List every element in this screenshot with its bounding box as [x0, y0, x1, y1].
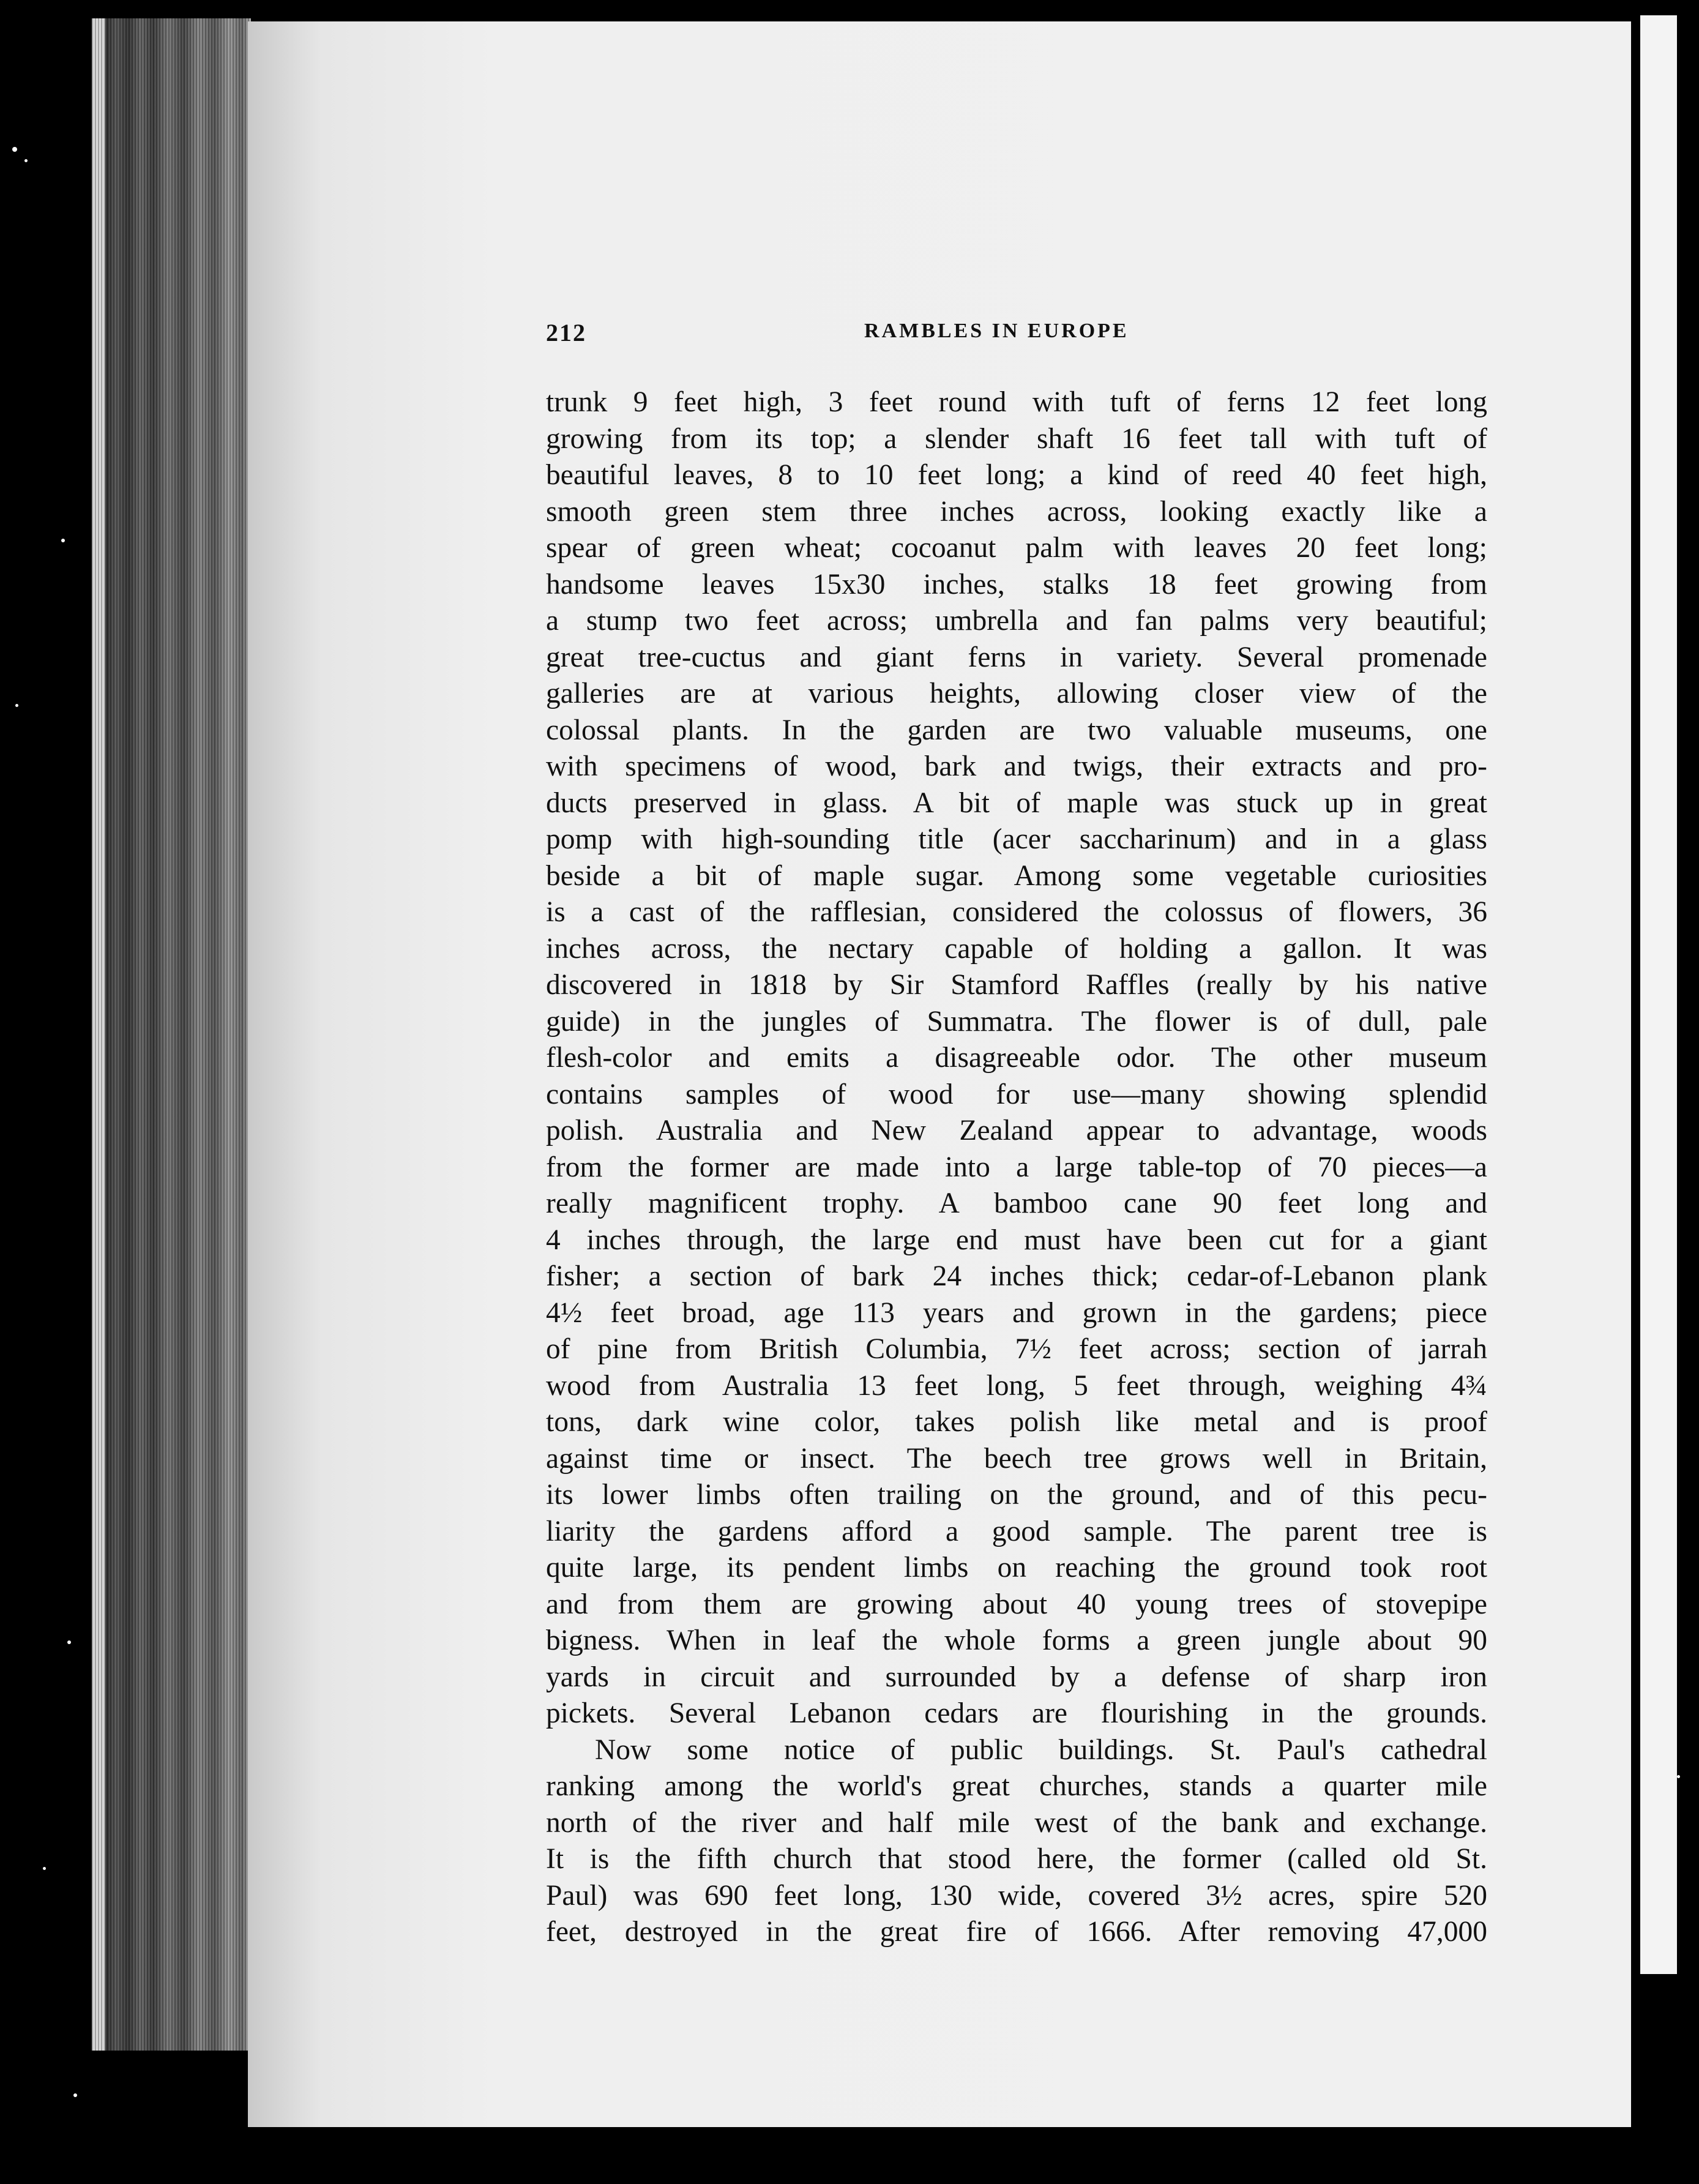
- running-title: RAMBLES IN EUROPE: [864, 320, 1129, 342]
- text-line: north of the river and half mile west of the bank and exchange.: [546, 1806, 1487, 1839]
- text-line: guide) in the jungles of Summatra. The flower is of dull, pale: [546, 1005, 1487, 1038]
- text-line: ducts preserved in glass. A bit of maple was stuck up in great: [546, 787, 1487, 819]
- text-line: is a cast of the rafflesian, considered the colossus of flowers, 36: [546, 896, 1487, 928]
- text-line: polish. Australia and New Zealand appear to advantage, woods: [546, 1115, 1487, 1146]
- text-line: bigness. When in leaf the whole forms a green jungle about 90: [546, 1625, 1487, 1656]
- text-line: growing from its top; a slender shaft 16 feet tall with tuft of: [546, 422, 1487, 455]
- text-line: colossal plants. In the garden are two valuable museums, one: [546, 714, 1487, 746]
- text-line: its lower limbs often trailing on the ground, and of this pecu-: [546, 1479, 1487, 1511]
- page-text-block: [546, 318, 1487, 1951]
- text-line: great tree-cuctus and giant ferns in variety. Several promenade: [546, 641, 1487, 673]
- text-line: 4½ feet broad, age 113 years and grown in the gardens; piece: [546, 1296, 1487, 1329]
- scan-speck: [1677, 1775, 1680, 1778]
- text-line: from the former are made into a large table-top of 70 pieces—a: [546, 1151, 1487, 1183]
- text-line: It is the fifth church that stood here, the former (called old St.: [546, 1843, 1487, 1875]
- text-line: Now some notice of public buildings. St. Paul's cathedral: [595, 1733, 1487, 1766]
- text-line: fisher; a section of bark 24 inches thick; cedar-of-Lebanon plank: [546, 1260, 1487, 1292]
- text-line: discovered in 1818 by Sir Stamford Raffles (really by his native: [546, 969, 1487, 1001]
- text-line: yards in circuit and surrounded by a defense of sharp iron: [546, 1661, 1487, 1693]
- text-line: and from them are growing about 40 young trees of stovepipe: [546, 1588, 1487, 1620]
- text-line: ranking among the world's great churches, stands a quarter mile: [546, 1770, 1487, 1802]
- text-line: trunk 9 feet high, 3 feet round with tuft of ferns 12 feet long: [546, 386, 1487, 418]
- text-line: pickets. Several Lebanon cedars are flourishing in the grounds.: [546, 1697, 1487, 1729]
- scan-speck: [67, 1640, 71, 1644]
- text-line: handsome leaves 15x30 inches, stalks 18 feet growing from: [546, 568, 1487, 600]
- scan-speck: [73, 2093, 77, 2097]
- scan-speck: [15, 704, 18, 707]
- text-line: pomp with high-sounding title (acer saccharinum) and in a glass: [546, 823, 1487, 855]
- text-line: beautiful leaves, 8 to 10 feet long; a kind of reed 40 feet high,: [546, 459, 1487, 491]
- text-line: beside a bit of maple sugar. Among some vegetable curiosities: [546, 859, 1487, 892]
- scan-speck: [43, 1867, 46, 1870]
- text-line: liarity the gardens afford a good sample. The parent tree is: [546, 1515, 1487, 1547]
- text-line: 4 inches through, the large end must have been cut for a giant: [546, 1224, 1487, 1256]
- text-line: galleries are at various heights, allowing closer view of the: [546, 678, 1487, 709]
- text-line: of pine from British Columbia, 7½ feet across; section of jarrah: [546, 1333, 1487, 1365]
- text-line: wood from Australia 13 feet long, 5 feet through, weighing 4¾: [546, 1369, 1487, 1402]
- text-line: inches across, the nectary capable of holding a gallon. It was: [546, 932, 1487, 965]
- scan-speck: [12, 147, 17, 152]
- text-line: quite large, its pendent limbs on reaching the ground took root: [546, 1552, 1487, 1584]
- text-line: a stump two feet across; umbrella and fan palms very beautiful;: [546, 605, 1487, 637]
- text-line: really magnificent trophy. A bamboo cane 90 feet long and: [546, 1187, 1487, 1219]
- scan-speck: [24, 159, 28, 162]
- text-line: Paul) was 690 feet long, 130 wide, covered 3½ acres, spire 520: [546, 1879, 1487, 1912]
- facing-page-edge: [1640, 15, 1677, 1974]
- text-line: feet, destroyed in the great fire of 1666. After removing 47,000: [546, 1916, 1487, 1948]
- body-text: [546, 384, 1487, 1951]
- running-head: [546, 318, 1487, 355]
- scan-speck: [61, 539, 65, 542]
- text-line: flesh-color and emits a disagreeable odor. The other museum: [546, 1042, 1487, 1074]
- text-line: against time or insect. The beech tree grows well in Britain,: [546, 1442, 1487, 1475]
- text-line: smooth green stem three inches across, looking exactly like a: [546, 495, 1487, 528]
- text-line: spear of green wheat; cocoanut palm with leaves 20 feet long;: [546, 532, 1487, 564]
- text-line: with specimens of wood, bark and twigs, their extracts and pro-: [546, 750, 1487, 782]
- text-line: tons, dark wine color, takes polish like metal and is proof: [546, 1406, 1487, 1438]
- book-page-edges: [92, 18, 251, 2051]
- page-number: 212: [546, 319, 586, 346]
- text-line: contains samples of wood for use—many showing splendid: [546, 1078, 1487, 1110]
